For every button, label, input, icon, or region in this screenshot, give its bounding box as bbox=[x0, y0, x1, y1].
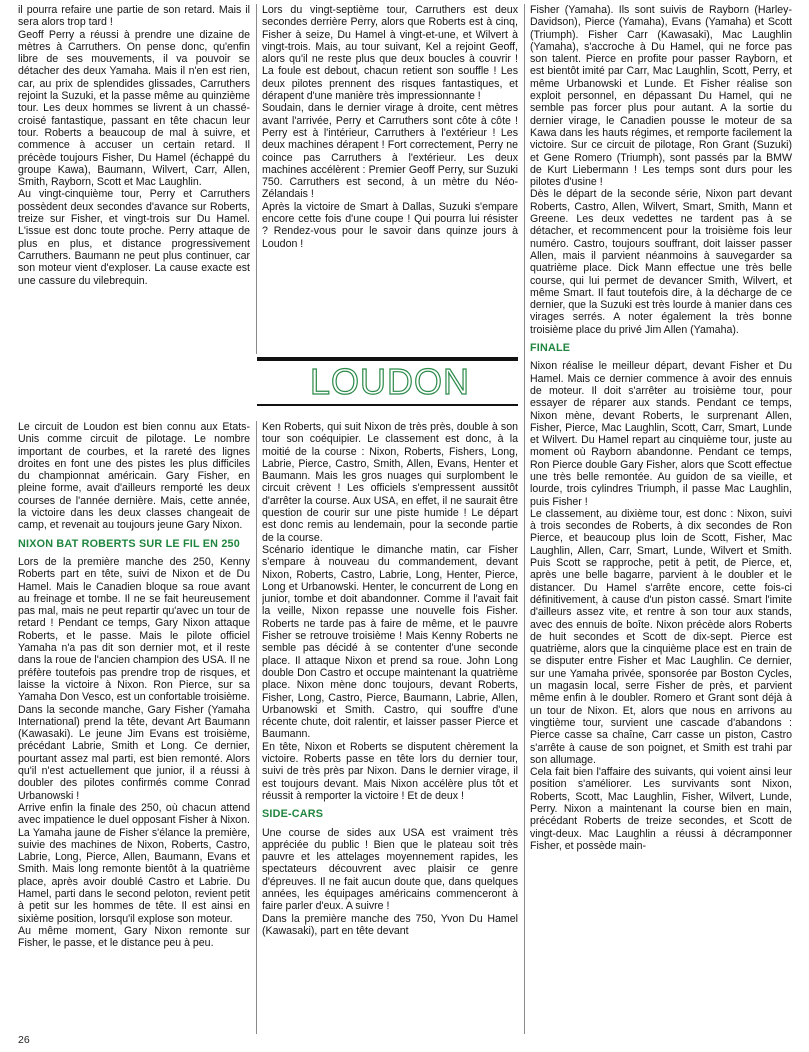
paragraph: Dans la seconde manche, Gary Fisher (Yamaha International) prend la tête, devant Art Baumann (Kawasaki). Le jeune Jim Evans est troisième, précédant Labrie, Smith et Long. Ce dernier, pourtant assez mal parti, est bien remonté. Alors qu'il n'est actuellement que junior, il a réussi à doubler des pilotes confirmés comme Conrad Urbanowski ! bbox=[18, 703, 250, 802]
paragraph: Cela fait bien l'affaire des suivants, qui voient ainsi leur position s'améliorer. Les survivants sont Nixon, Roberts, Scott, Mac Laughlin, Fisher, Wilvert, Lunde, Perry. Nixon a maintenant la course bien en main, précédant Roberts de treize secondes, et Scott de vingt-deux. Mac Laughlin a réussi à décramponner Fisher, et possède main- bbox=[530, 766, 792, 852]
section-heading-side-cars: SIDE-CARS bbox=[262, 808, 324, 821]
paragraph: Lors de la première manche des 250, Kenny Roberts part en tête, suivi de Nixon et de Du Hamel. Mais le Canadien bloque sa roue avant au freinage et tombe. Il ne se fait heureusement pas mal, mais ne peut repartir qu'avec un tour de retard ! Pendant ce temps, Gary Nixon attaque Roberts, et le passe. Mais le pilote officiel Yamaha n'a pas dit son dernier mot, et il reste dans la roue de l'ancien champion des USA. Il ne préfère toutefois pas prendre trop de risques, et laisse la victoire à Nixon. Ron Pierce, sur sa Yamaha Don Vesco, est un confortable troisième. bbox=[18, 555, 250, 704]
page-number: 26 bbox=[18, 1034, 30, 1046]
paragraph: Dans la première manche des 750, Yvon Du Hamel (Kawasaki), part en tête devant bbox=[262, 912, 518, 937]
paragraph: il pourra refaire une partie de son retard. Mais il sera alors trop tard ! bbox=[18, 4, 250, 29]
column-bottom-left bbox=[18, 421, 250, 1036]
paragraph: Arrive enfin la finale des 250, où chacun attend avec impatience le duel opposant Fisher à Nixon. La Yamaha jaune de Fisher s'élance la première, suivie des machines de Nixon, Roberts, Castro, Labrie, Long, Pierce, Allen, Baumann, Evans et Smith. Mais long remonte bientôt à la quatrième place, après avoir doublé Castro et Labrie. Du Hamel, parti dans le second peloton, revient petit à petit sur les hommes de tête. Il est ainsi en sixième position, lorsqu'il explose son moteur. bbox=[18, 801, 250, 925]
paragraph: Fisher (Yamaha). Ils sont suivis de Rayborn (Harley-Davidson), Pierce (Yamaha), Evans (Yamaha) et Scott (Triumph). Fisher Carr (Kawasaki), Mac Laughlin (Yamaha), s'accroche à Du Hamel, qui ne force pas son talent. Pierce en profite pour passer Rayborn, et est bientôt imité par Carr, Mac Laughlin, Scott, Perry, et même Urbanowski et Lunde. Et Fisher réalise son exploit personnel, en dépassant Du Hamel, qui ne semble pas forcer plus pour autant. A la sortie du dernier virage, le Canadien pousse le moteur de sa Kawa dans les hauts régimes, et remporte facilement la victoire. Sur ce circuit de pilotage, Ron Grant (Suzuki) et Gene Romero (Triumph), sont passés par la BMW de Kurt Liebermann ! Les temps sont durs pour les pilotes d'usine ! bbox=[530, 4, 792, 189]
column-top-middle bbox=[262, 4, 518, 336]
paragraph: Ken Roberts, qui suit Nixon de très près, double à son tour son coéquipier. Le classement est donc, à la moitié de la course : Nixon, Roberts, Fishers, Long, Labrie, Pierce, Castro, Smith, Allen, Evans, Henter et Baumann. Mais les gros nuages qui surplombent le circuit crèvent ! Les officiels s'empressent aussitôt d'arrêter la course. Aux USA, en effet, il ne saurait être question de courir sur une piste humide ! Le départ est donc remis au lendemain, pour la seconde partie de la course. bbox=[262, 421, 518, 544]
paragraph: Lors du vingt-septième tour, Carruthers est deux secondes derrière Perry, alors que Roberts est à cinq, Fisher à seize, Du Hamel à vingt-et-une, et Wilvert à vingt-trois. Mais, au tour suivant, Kel a rejoint Geoff, alors qu'il ne reste plus que deux boucles à couvrir ! La foule est debout, chacun retient son souffle ! Les deux pilotes prennent des risques fantastiques, et dérapent d'une manière très impressionnante ! bbox=[262, 4, 518, 103]
paragraph: Geoff Perry a réussi à prendre une dizaine de mètres à Carruthers. On pense donc, qu'enfin libre de ses mouvements, il va pouvoir se détacher des deux Yamaha. Mais il n'en est rien, car, au prix de splendides glissades, Carruthers rejoint la Suzuki, et la passe même au quinzième tour. Les deux hommes se livrent à un chassé-croisé fantastique, passant en tête chacun leur tour. Roberts a beaucoup de mal à suivre, et commence à accuser un certain retard. Il précède toujours Fisher, Du Hamel (échappé du groupe Kawa), Baumann, Wilvert, Carr, Allen, Smith, Rayborn, Scott et Mac Laughlin. bbox=[18, 28, 250, 189]
column-top-left bbox=[18, 4, 250, 390]
article-headline: LOUDON bbox=[309, 361, 471, 402]
section-heading-nixon: NIXON BAT ROBERTS SUR LE FIL EN 250 bbox=[18, 537, 240, 550]
paragraph: Le circuit de Loudon est bien connu aux Etats-Unis comme circuit de pilotage. Le nombre important de courbes, et la rareté des lignes droites en font une des pistes les plus difficiles du championnat américain. Gary Fisher, en pleine forme, avait d'ailleurs remporté les deux courses de l'année dernière. Mais, cette année, la victoire dans les deux classes changeait de camp, et revenait au toujours jeune Gary Nixon. bbox=[18, 421, 250, 532]
column-divider bbox=[256, 4, 257, 354]
paragraph: Le classement, au dixième tour, est donc : Nixon, suivi à trois secondes de Roberts, à dix secondes de Ron Pierce, et beaucoup plus loin de Scott, Fisher, Mac Laughlin, Allen, Carr, Smart, Lunde, Wilvert et Smith. Puis Scott se rapproche, petit à petit, de Pierce, et, après une belle bagarre, parvient à le doubler et le distancer. Du Hamel s'arrête encore, cette fois-ci définitivement, à cause d'un piston cassé. Smart l'imite d'ailleurs assez vite, et rentre à son tour aux stands, avec des ennuis de boîte. Nixon précède alors Roberts de huit secondes et Scott de dix-sept. Pierce est quatrième, alors que la cinquième place est en train de se disputer entre Fisher et Mac Laughlin. Ce dernier, sur une Yamaha privée, sponsorée par Boston Cycles, un magasin local, serre Fisher de près, et parvient même enfin à le doubler. Romero et Grant sont déjà à un tour de Nixon. Et, alors que nous en arrivons au vingtième tour, survient une cascade d'abandons : Pierce casse sa chaîne, Carr casse un piston, Castro s'arrête à cause de son poignet, et Smith est trahi par son allumage. bbox=[530, 507, 792, 766]
column-right bbox=[530, 4, 792, 1044]
headline-bottom-rule bbox=[257, 404, 518, 406]
paragraph: En tête, Nixon et Roberts se disputent chèrement la victoire. Roberts passe en tête lors du dernier tour, suivi de très près par Nixon. Dans le dernier virage, il est toujours devant. Mais Nixon accélère plus tôt et réussit à remporter la victoire ! Et de deux ! bbox=[262, 740, 518, 802]
paragraph: Au vingt-cinquième tour, Perry et Carruthers possèdent deux secondes d'avance sur Roberts, treize sur Fisher, et vingt-trois sur Du Hamel. L'issue est donc toute proche. Perry attaque de plus en plus, et distance progressivement Carruthers. Baumann ne peut plus continuer, car son moteur vient d'exploser. La cause exacte est une cassure du vilebrequin. bbox=[18, 188, 250, 287]
paragraph: Soudain, dans le dernier virage à droite, cent mètres avant l'arrivée, Perry et Carruthers sont côte à côte ! Perry est à l'intérieur, Carruthers à l'extérieur ! Les deux machines dérapent ! Fort correctement, Perry ne coince pas Carruthers à l'extérieur. Les deux machines accélèrent : Premier Geoff Perry, sur Suzuki 750. Carruthers est second, à un mètre du Néo-Zélandais ! bbox=[262, 102, 518, 201]
paragraph: Une course de sides aux USA est vraiment très appréciée du public ! Bien que le plateau soit très pauvre et les attelages moyennement rapides, les spectateurs découvrent avec plaisir ce genre d'épreuves. Il ne fait aucun doute que, dans quelques années, les équipages américains commenceront à faire parler d'eux. A suivre ! bbox=[262, 826, 518, 913]
column-divider bbox=[256, 421, 257, 1034]
paragraph: Nixon réalise le meilleur départ, devant Fisher et Du Hamel. Mais ce dernier commence à avoir des ennuis de moteur. Il doit s'arrêter au troisième tour, pour essayer de réparer aux stands. Pendant ce temps, Nixon mène, devant Roberts, le surprenant Allen, Fisher, Pierce, Mac Laughlin, Scott, Carr, Smart, Lunde et Wilvert. Du Hamel repart au cinquième tour, juste au moment où Rayborn abandonne. Pendant ce temps, Ron Pierce double Gary Fisher, alors que Scott effectue une très belle remontée. Au guidon de sa vieille, et lourde, trois cylindres Triumph, il passe Mac Laughlin, puis Fisher ! bbox=[530, 360, 792, 508]
paragraph: Au même moment, Gary Nixon remonte sur Fisher, le passe, et le distance peu à peu. bbox=[18, 924, 250, 950]
column-bottom-middle bbox=[262, 421, 518, 1036]
paragraph: Dès le départ de la seconde série, Nixon part devant Roberts, Castro, Allen, Wilvert, Smart, Smith, Mann et Greene. Les deux vedettes ne tardent pas à se détacher, et recommencent pour la troisième fois leur numéro. Castro, toujours souffrant, doit laisser passer Allen, mais il parvient néanmoins à sauvegarder sa quatrième place. Dick Mann effectue une très belle course, qui lui permet de devancer Smith, Wilvert, et même Smart. Il faut toutefois dire, à la décharge de ce dernier, que la Suzuki est très lourde à manier dans ces virages serrés. A noter également la très bonne troisième place du privé Jim Allen (Yamaha). bbox=[530, 188, 792, 336]
paragraph: Scénario identique le dimanche matin, car Fisher s'empare à nouveau du commandement, devant Nixon, Roberts, Castro, Labrie, Long, Henter, Pierce, Long et Urbanowski. Henter, le concurrent de Long en junior, tombe et doit abandonner. Comme il l'avait fait la veille, Nixon repasse une nouvelle fois Fisher. Roberts ne tarde pas à faire de même, et le pauvre Fisher se retrouve troisième ! Mais Kenny Roberts ne semble pas décidé à se contenter d'une seconde place. Il attaque Nixon et prend sa roue. John Long double Don Castro et occupe maintenant la quatrième place. Nixon mène donc toujours, devant Roberts, Fisher, Long, Castro, Pierce, Baumann, Labrie, Allen, Urbanowski et Smith. Castro, qui souffre d'une récente chute, doit ralentir, et laisser passer Pierce et Baumann. bbox=[262, 543, 518, 741]
column-divider bbox=[524, 4, 525, 1034]
section-heading-finale: FINALE bbox=[530, 342, 571, 355]
paragraph: Après la victoire de Smart à Dallas, Suzuki s'empare encore cette fois d'une coupe ! Qui pourra lui résister ? Rendez-vous pour le savoir dans quinze jours à Loudon ! bbox=[262, 200, 518, 250]
